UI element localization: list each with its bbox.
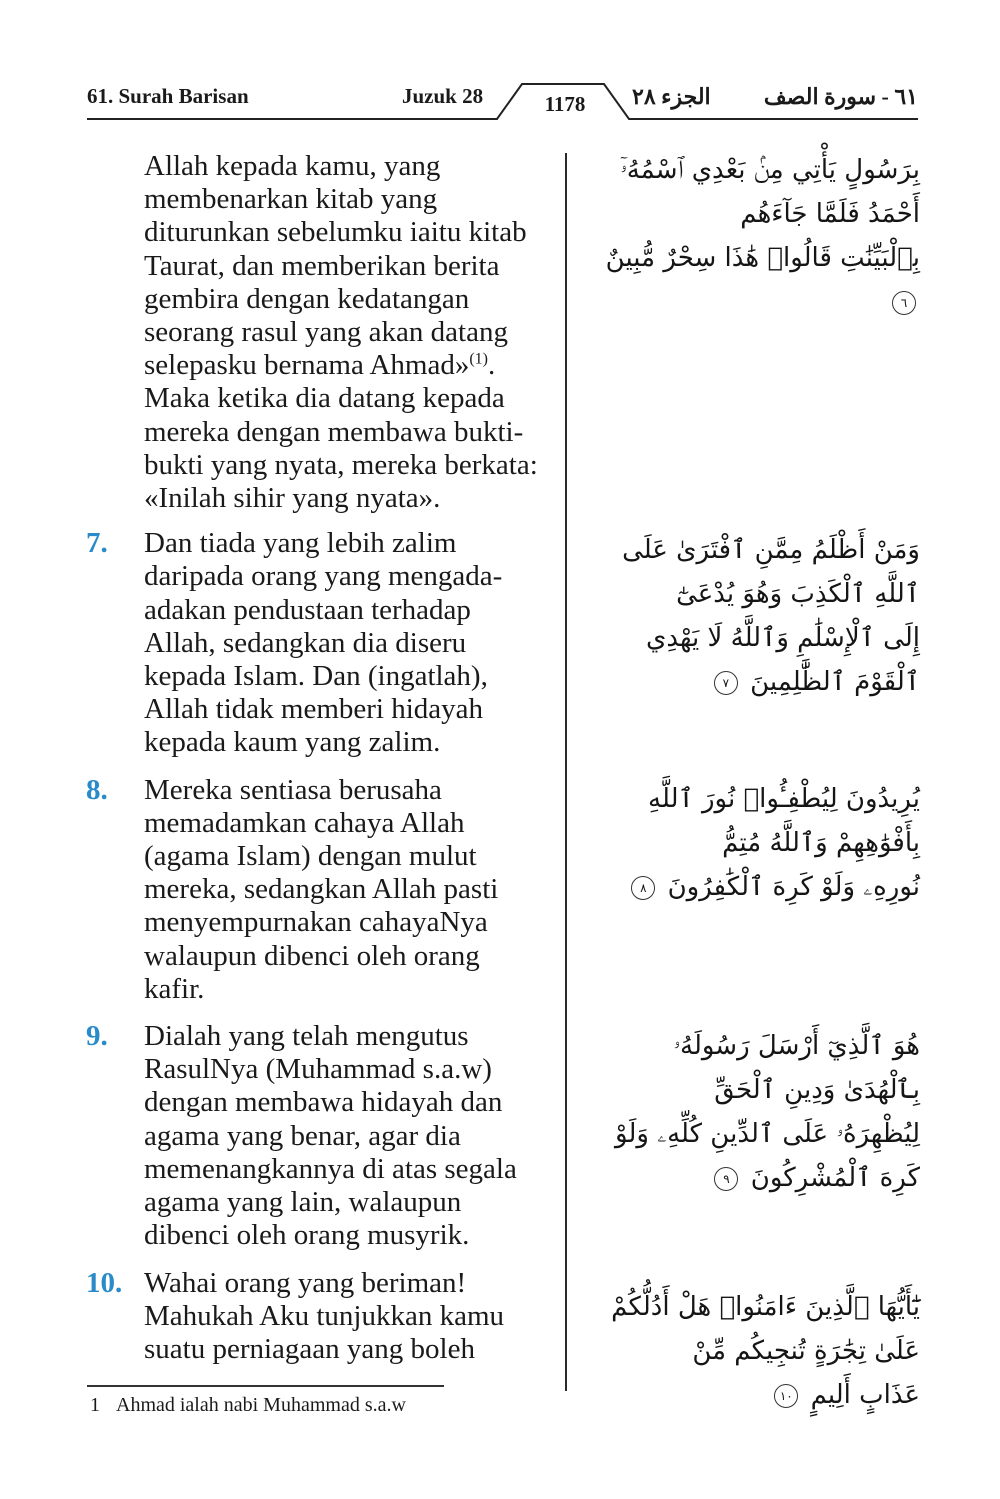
ayah-number-marker: ٨	[631, 876, 655, 900]
footnote-number: 1	[90, 1394, 100, 1416]
column-divider	[565, 153, 567, 1391]
verse-7	[86, 527, 556, 759]
verse-6-continuation	[86, 150, 556, 515]
translation-column	[86, 150, 556, 1366]
verse-9	[86, 1020, 556, 1252]
ayah-number-marker: ١٠	[774, 1384, 798, 1408]
verse-number: 10.	[86, 1266, 123, 1299]
ayah-number-marker: ٦	[892, 291, 916, 315]
arabic-verse-6: بِرَسُولٍ يَأْتِي مِنۢ بَعْدِي ٱسْمُهُۥٓ أَحْمَدُ فَلَمَّا جَآءَهُم بِٱلْبَيِّنَٰتِ قَالُوا۟ هَٰذَا سِحْرٌ مُّبِينٌ ٦	[600, 148, 920, 324]
footnote	[90, 1394, 406, 1417]
arabic-verse-8: يُرِيدُونَ لِيُطْفِـُٔوا۟ نُورَ ٱللَّهِ بِأَفْوَٰهِهِمْ وَٱللَّهُ مُتِمُّ نُورِهِۦ وَلَوْ كَرِهَ ٱلْكَٰفِرُونَ ٨	[600, 777, 920, 909]
verse-text: Mereka sentiasa berusaha memadamkan cahaya Allah (agama Islam) dengan mulut mereka, sedangkan Allah pasti menyempurnakan cahayaNya walaupun dibenci oleh orang kafir.	[144, 773, 499, 1005]
verse-text: Dan tiada yang lebih zalim daripada orang yang mengada- adakan pendustaan terhadap Allah, sedangkan dia diseru kepada Islam. Dan (ingatlah), Allah tidak memberi hidayah kepada kaum yang zalim.	[144, 527, 503, 759]
verse-text: Allah kepada kamu, yang membenarkan kitab yang diturunkan sebelumku iaitu kitab Taurat, dan memberikan berita gembira dengan kedatangan seorang rasul yang akan datang selepasku bernama Ahmad»$^{(1)}$. Maka ketika dia datang kepada mereka dengan membawa bukti- bukti yang nyata, mereka berkata: «Inilah sihir yang nyata».	[144, 150, 538, 515]
verse-text: Wahai orang yang beriman! Mahukah Aku tunjukkan kamu suatu perniagaan yang boleh	[144, 1266, 505, 1365]
verse-8	[86, 774, 556, 1006]
verse-number	[86, 150, 144, 515]
verse-10	[86, 1267, 556, 1367]
footnote-text: Ahmad ialah nabi Muhammad s.a.w	[116, 1394, 406, 1416]
arabic-verse-7: وَمَنْ أَظْلَمُ مِمَّنِ ٱفْتَرَىٰ عَلَى ٱللَّهِ ٱلْكَذِبَ وَهُوَ يُدْعَىٰٓ إِلَى ٱلْإِسْلَٰمِ وَٱللَّهُ لَا يَهْدِي ٱلْقَوْمَ ٱلظَّٰلِمِينَ ٧	[622, 535, 920, 697]
page-number: 1178	[544, 92, 586, 116]
footnote-rule	[87, 1385, 444, 1387]
ayah-number-marker: ٧	[714, 671, 738, 695]
surah-title-arabic: ٦١ - سورة الصف	[763, 84, 918, 109]
ayah-number-marker: ٩	[714, 1167, 738, 1191]
surah-title-latin: 61. Surah Barisan	[87, 84, 249, 108]
arabic-verse-9: هُوَ ٱلَّذِيٓ أَرْسَلَ رَسُولَهُۥ بِٱلْهُدَىٰ وَدِينِ ٱلْحَقِّ لِيُظْهِرَهُۥ عَلَى ٱلدِّينِ كُلِّهِۦ وَلَوْ كَرِهَ ٱلْمُشْرِكُونَ ٩	[615, 1031, 920, 1193]
juz-label-arabic: الجزء ٢٨	[632, 84, 711, 109]
verse-text: Dialah yang telah mengutus RasulNya (Muhammad s.a.w) dengan membawa hidayah dan agama yang benar, agar dia memenangkannya di atas segala agama yang lain, walaupun dibenci oleh orang musyrik.	[144, 1020, 517, 1252]
juzuk-label: Juzuk 28	[402, 84, 484, 108]
verse-number: 8.	[86, 773, 108, 806]
arabic-verse-10: يَٰٓأَيُّهَا ٱلَّذِينَ ءَامَنُوا۟ هَلْ أَدُلُّكُمْ عَلَىٰ تِجَٰرَةٍ تُنجِيكُم مِّنْ عَذَابٍ أَلِيمٍ ١٠	[611, 1292, 920, 1410]
verse-number: 7.	[86, 527, 108, 560]
verse-number: 9.	[86, 1020, 108, 1053]
footnote-reference: (1)	[469, 350, 488, 368]
header-rule	[0, 0, 1000, 140]
